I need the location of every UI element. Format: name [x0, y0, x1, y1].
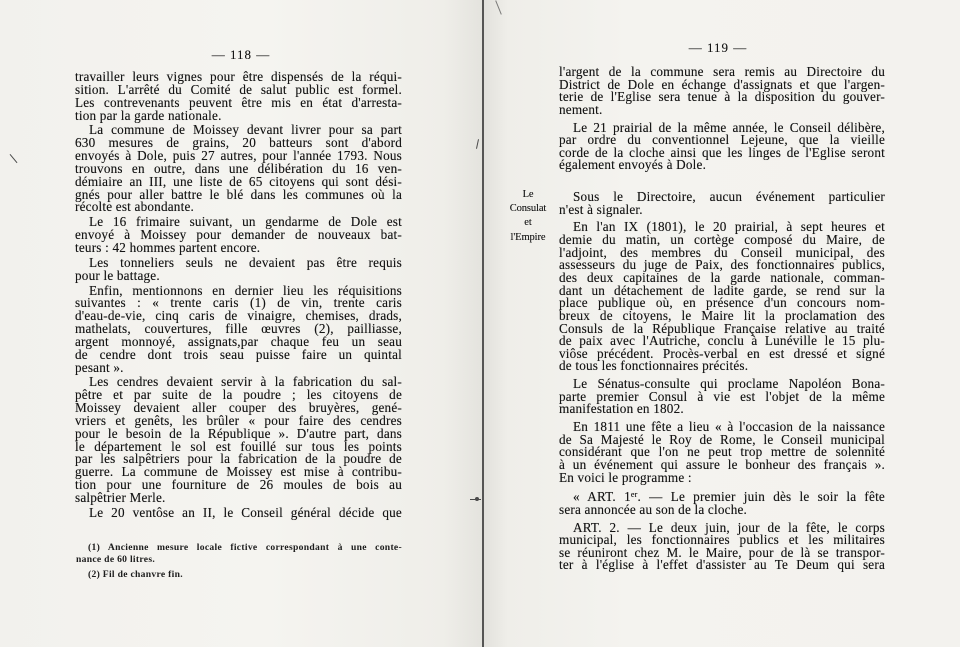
text-line: de Sa Majesté le Roy de Rome, le Conseil municipal: [559, 431, 885, 447]
text-line: assesseurs du juge de Paix, des fonctionnaires publics,: [559, 257, 885, 273]
text-line: Enfin, mentionnons en dernier lieu les réquisitions: [89, 282, 402, 298]
text-line: le département le sol est fouillé sur tous les points: [75, 438, 402, 454]
paragraph: [559, 191, 885, 216]
scan-mark: [10, 154, 18, 163]
text-line: à un événement qui assure le bonheur des français ».: [559, 456, 885, 472]
text-line: pour le battage.: [75, 267, 160, 283]
text-line: En l'an IX (1801), le 20 prairial, à sept heures et: [573, 219, 885, 235]
text-line: 630 mesures de grains, 20 batteurs sont d'abord: [75, 135, 402, 151]
text-line: place publique où, en présence d'un concours nom-: [559, 295, 885, 311]
text-line: District de Dole en échange d'assignats et que l'argen-: [559, 76, 885, 92]
text-line: argent monnoyé, assignats,par chaque feu un seau: [75, 333, 402, 349]
body-text: [75, 71, 402, 520]
text-line: Les cendres devaient servir à la fabrication du sal-: [89, 374, 402, 390]
margin-note-line: Consulat: [509, 203, 547, 215]
paragraph: [559, 491, 885, 516]
paragraph: [75, 71, 402, 122]
text-line: breux de citoyens, le Maire lit la proclamation des: [559, 307, 885, 323]
text-line: travailler leurs vignes pour être dispensés de la réqui-: [75, 69, 402, 84]
text-line: nement.: [559, 101, 603, 117]
text-line: n'est à signaler.: [559, 201, 643, 217]
margin-note-line: Le: [522, 189, 534, 200]
text-line: La commune de Moissey devant livrer pour sa part: [89, 122, 402, 138]
text-line: récolte est abondante.: [75, 199, 195, 215]
text-line: suivantes : « trente caris (1) de vin, trente caris: [75, 295, 402, 311]
text-line: de cendre dont trois seau puisse faire un quintal: [75, 346, 402, 362]
text-line: de paix avec l'Autriche, conclu à Lunéville le 15 plu-: [559, 333, 885, 349]
text-line: Le Sénatus-consulte qui proclame Napoléon Bona-: [573, 376, 885, 392]
margin-note-line: et: [524, 217, 532, 229]
footnote-line: nance de 60 litres.: [76, 554, 156, 566]
text-line: tion pour une fourniture de 26 moules de bois au: [75, 477, 402, 493]
text-line: démiaire an III, une liste de 65 citoyens qui sont dési-: [75, 173, 402, 189]
text-line: Consuls de la République Française relative au traité: [559, 320, 885, 336]
superscript: er: [630, 490, 638, 500]
text-line: terie de l'Eglise sera tenue à la disposition du gouver-: [559, 89, 885, 105]
text-line: également envoyés à Dole.: [559, 157, 707, 173]
text-line: l'adjoint, des membres du Conseil municipal, des: [559, 244, 885, 260]
footnote-line: (1) Ancienne mesure locale fictive correspondant à une conte-: [88, 542, 402, 553]
text-line: dant un détachement de ladite garde, se rend sur la: [559, 282, 885, 298]
margin-note: [498, 188, 558, 245]
text-line: gnés pour aller battre le blé dans les communes où la: [75, 186, 402, 202]
text-line: pêtre et par suite de la poudre ; les citoyens de: [75, 387, 402, 403]
text-line: manifestation en 1802.: [559, 401, 684, 417]
text-line: pour le besoin de la République ». D'autre part, dans: [75, 425, 402, 441]
body-text: [559, 66, 885, 572]
text-line: de tous les fonctionnaires précités.: [559, 358, 749, 374]
text-line: envoyés à Dole, puis 27 autres, pour l'année 1793. Nous: [75, 148, 402, 164]
paragraph: [559, 378, 885, 416]
paragraph: [559, 221, 885, 373]
text-line: ART. 2. — Le deux juin, jour de la fête, le corps: [573, 519, 885, 535]
text-line: considérant que l'on ne peut trop mettre de solennité: [559, 444, 885, 460]
text-line: par les salpêtriers pour la fabrication de la poudre de: [75, 451, 402, 467]
text-line: des deux capitaines de la garde nationale, comman-: [559, 269, 885, 285]
text-line: En voici le programme :: [559, 469, 692, 485]
paragraph: [75, 254, 402, 283]
paragraph: [75, 504, 402, 520]
text-line: Le 16 frimaire suivant, un gendarme de Dole est: [89, 214, 402, 230]
page-number: — 118 —: [211, 47, 271, 62]
text-line: l'argent de la commune sera remis au Directoire du: [559, 64, 885, 79]
paragraph: [75, 376, 402, 504]
text-line: corde de la cloche ainsi que les linges de l'Eglise seront: [559, 144, 885, 160]
text-line: Moissey devaient aller couper des bruyères, gené-: [75, 400, 402, 416]
text-line: envoyé à Moissey pour demander de nouveaux bat-: [75, 227, 402, 243]
right-page: [484, 0, 960, 647]
text-line: Les contrevenants peuvent être mis en état d'arresta-: [75, 94, 402, 110]
text-line: se réuniront chez M. le Maire, pour de là se transpor-: [559, 544, 885, 560]
paragraph: [559, 66, 885, 117]
text-line: Les tonneliers seuls ne devaient pas être requis: [89, 254, 402, 270]
scan-mark: [476, 139, 479, 149]
text-line: vriers et genêts, les brûler « pour faire des cendres: [75, 412, 402, 428]
paragraph: [559, 519, 885, 573]
footnote-line: (2) Fil de chanvre fin.: [88, 569, 183, 581]
text-line: guerre. La commune de Moissey est mise à contribu-: [75, 464, 402, 480]
paragraph: [75, 282, 402, 375]
scan-mark: [495, 0, 502, 14]
footnote: [76, 569, 402, 581]
page-number: — 119 —: [688, 40, 748, 55]
text-line: salpêtrier Merle.: [75, 490, 166, 505]
text-line: trouvons en outre, dans une délibération du 16 ven-: [75, 160, 402, 176]
text-line: municipal, les fonctionnaires publics et les militaires: [559, 532, 885, 548]
text-line: parte premier Consul à vie est l'objet de la même: [559, 388, 885, 404]
text-line: teurs : 42 hommes partent encore.: [75, 239, 261, 255]
text-line: sera annoncée au son de la cloche.: [559, 501, 748, 517]
text-line: Sous le Directoire, aucun événement particulier: [573, 189, 885, 205]
text-segment: . — Le premier juin dès le soir la fête: [637, 489, 885, 505]
footnotes: [76, 542, 402, 581]
paragraph: [75, 216, 402, 255]
text-line: mathelats, couvertures, fille œuvres (2), pailliasse,: [75, 321, 402, 337]
text-line: viôse précédent. Procès-verbal en est dressé et signé: [559, 345, 885, 361]
text-line: d'eau-de-vie, cinq caris de vinaigre, chemises, drads,: [75, 308, 402, 324]
text-line: sition. L'arrêté du Comité de salut public est formel.: [75, 81, 402, 97]
text-line: Le 20 ventôse an II, le Conseil général décide que: [89, 504, 402, 520]
paragraph: [75, 124, 402, 214]
text-line: par ordre du conventionnel Lejeune, que la vieille: [559, 132, 885, 148]
footnote: [76, 542, 402, 567]
margin-note-line: l'Empire: [510, 231, 546, 243]
paragraph: [559, 119, 885, 173]
text-line: En 1811 une fête a lieu « à l'occasion de la naissance: [573, 419, 885, 435]
text-line: tion par la garde nationale.: [75, 107, 222, 123]
scan-mark: [475, 497, 479, 501]
text-line: demie du matin, un cortège composé du Maire, de: [559, 232, 885, 248]
text-segment: « ART. 1: [573, 489, 631, 505]
text-line: ter à l'église à l'effet d'assister au Te Deum qui sera: [559, 557, 885, 573]
paragraph: [559, 421, 885, 484]
text-line: pesant ».: [75, 359, 124, 375]
text-line: Le 21 prairial de la même année, le Conseil délibère,: [573, 119, 885, 135]
